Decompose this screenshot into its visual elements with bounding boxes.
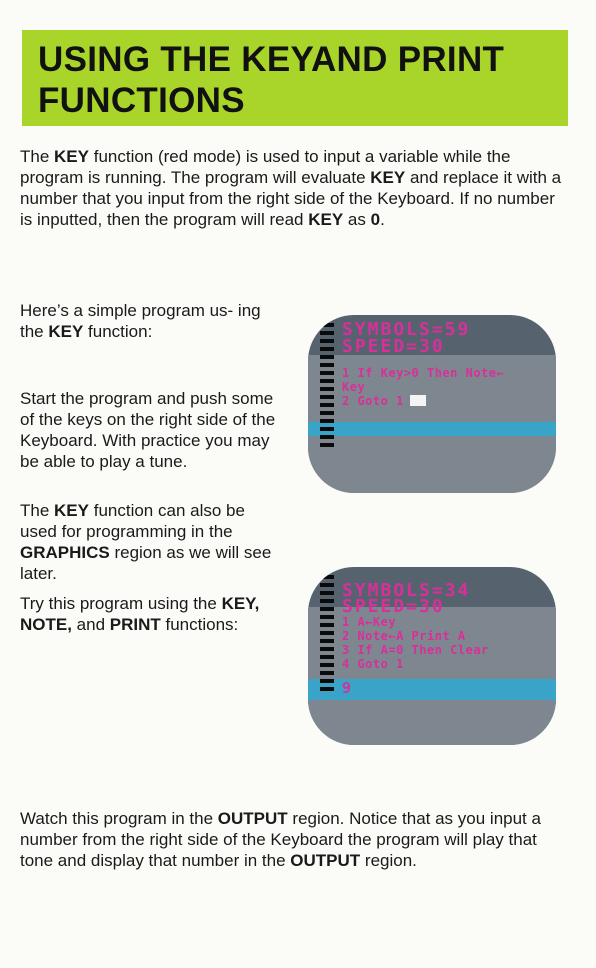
intro-paragraph bbox=[20, 146, 570, 230]
zero-keyword: 0 bbox=[370, 210, 381, 229]
text: and bbox=[71, 615, 110, 634]
text: Try this program using the bbox=[20, 594, 222, 613]
text: Watch this program in the bbox=[20, 809, 218, 828]
key-keyword: KEY bbox=[54, 501, 89, 520]
program-line-1: 1 A←Key bbox=[342, 615, 397, 629]
speed-value: SPEED=30 bbox=[342, 596, 445, 617]
program-line-2 bbox=[342, 394, 426, 408]
output-keyword: OUTPUT bbox=[217, 809, 288, 828]
symbols-counter: SYMBOLS=59 bbox=[342, 319, 471, 340]
graphics-keyword: GRAPHICS bbox=[20, 543, 110, 562]
scan-lines bbox=[320, 575, 334, 695]
graphics-paragraph bbox=[20, 500, 285, 584]
text: function (red mode) is used to input a variable while the program is running. The program will evaluate bbox=[20, 147, 511, 187]
output-paragraph bbox=[20, 808, 570, 871]
program-line-3: 3 If A=0 Then Clear bbox=[342, 643, 489, 657]
text: region. Notice that as you input a number from the right side of the Keyboard the program will play that tone and display that number in the bbox=[20, 809, 541, 870]
symbols-counter: SYMBOLS=34 bbox=[342, 580, 471, 601]
text: and replace it with a number that you input from the right side of the Keyboard. If no number is inputted, then the program will read bbox=[20, 168, 562, 229]
text: region. bbox=[360, 851, 417, 870]
key-keyword: KEY bbox=[308, 210, 344, 229]
text: The bbox=[20, 147, 55, 166]
print-keyword: PRINT bbox=[109, 615, 161, 634]
text: . bbox=[380, 210, 385, 229]
key-keyword: KEY bbox=[370, 168, 406, 187]
try-program-paragraph bbox=[20, 593, 282, 635]
program-line-2: 2 Note←A Print A bbox=[342, 629, 466, 643]
program-line-2-text: 2 Goto 1 bbox=[342, 394, 404, 408]
screen-display bbox=[308, 567, 556, 745]
text: region as we will see later. bbox=[20, 543, 272, 583]
simple-program-paragraph bbox=[20, 300, 282, 342]
program-line-1-cont: Key bbox=[342, 380, 366, 394]
title-banner bbox=[22, 30, 568, 126]
cursor-block bbox=[410, 395, 426, 406]
text: function can also be used for programming in the bbox=[20, 501, 245, 541]
key-keyword: KEY bbox=[48, 322, 84, 341]
tv-screen-2 bbox=[308, 567, 556, 745]
output-row bbox=[308, 422, 556, 436]
speed-value: SPEED=30 bbox=[342, 336, 445, 357]
tv-screen-1 bbox=[308, 315, 556, 493]
program-line-1: 1 If Key>0 Then Note← bbox=[342, 366, 505, 380]
text: functions: bbox=[160, 615, 239, 634]
screen-display bbox=[308, 315, 556, 493]
text: Start the program and push some of the keys on the right side of the Keyboard. With practice you may be able to play a tune. bbox=[20, 389, 276, 471]
program-line-4: 4 Goto 1 bbox=[342, 657, 404, 671]
keywords: KEY, NOTE, bbox=[20, 594, 260, 634]
output-keyword: OUTPUT bbox=[290, 851, 361, 870]
scan-lines bbox=[320, 323, 334, 451]
page-title: USING THE KEYAND PRINT FUNCTIONS bbox=[38, 40, 505, 120]
text: function: bbox=[83, 322, 153, 341]
key-keyword: KEY bbox=[54, 147, 89, 166]
text: as bbox=[343, 210, 371, 229]
text: Here’s a simple program us- ing the bbox=[20, 301, 261, 341]
output-value: 9 bbox=[342, 679, 354, 697]
start-program-paragraph bbox=[20, 388, 282, 472]
text: The bbox=[20, 501, 55, 520]
